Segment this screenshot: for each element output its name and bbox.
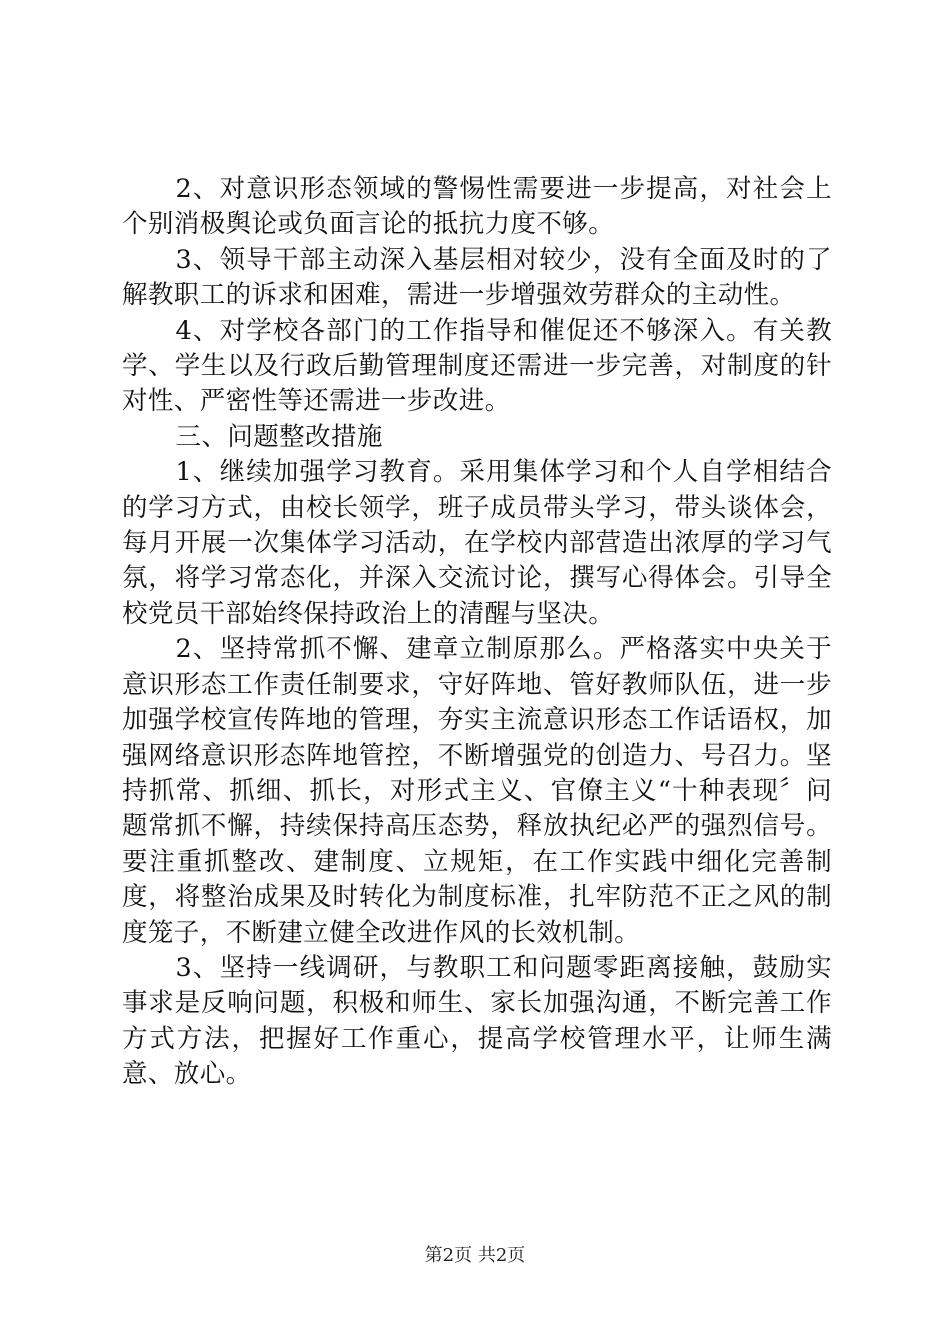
paragraph-problem-3: 3、领导干部主动深入基层相对较少，没有全面及时的了解教职工的诉求和困难，需进一步增强效劳群众的主动性。 [122,244,832,311]
paragraph-problem-4: 4、对学校各部门的工作指导和催促还不够深入。有关教学、学生以及行政后勤管理制度还需进一步完善，对制度的针对性、严密性等还需进一步改进。 [122,315,832,417]
paragraph-problem-2: 2、对意识形态领域的警惕性需要进一步提高，对社会上个别消极舆论或负面言论的抵抗力度不够。 [122,174,832,240]
paragraph-measure-3: 3、坚持一线调研，与教职工和问题零距离接触，鼓励实事求是反响问题，积极和师生、家长加强沟通，不断完善工作方式方法，把握好工作重心，提高学校管理水平，让师生满意、放心。 [122,952,832,1090]
page-number-footer: 第2页 共2页 [424,1245,526,1266]
section-heading: 三、问题整改措施 [175,421,383,452]
paragraph-measure-2: 2、坚持常抓不懈、建章立制原那么。严格落实中央关于意识形态工作责任制要求，守好阵地、管好教师队伍，进一步加强学校宣传阵地的管理，夯实主流意识形态工作话语权，加强网络意识形态阵地管控，不断增强党的创造力、号召力。坚持抓常、抓细、抓长，对形式主义、官僚主义“十种表现〞问题常抓不懈，持续保持高压态势，释放执纪必严的强烈信号。要注重抓整改、建制度、立规矩，在工作实践中细化完善制度，将整治成果及时转化为制度标准，扎牢防范不正之风的制度笼子，不断建立健全改进作风的长效机制。 [122,634,832,948]
document-body [122,172,832,1093]
paragraph-measure-1: 1、继续加强学习教育。采用集体学习和个人自学相结合的学习方式，由校长领学，班子成员带头学习，带头谈体会，每月开展一次集体学习活动，在学校内部营造出浓厚的学习气氛，将学习常态化，并深入交流讨论，撰写心得体会。引导全校党员干部始终保持政治上的清醒与坚决。 [122,457,832,629]
